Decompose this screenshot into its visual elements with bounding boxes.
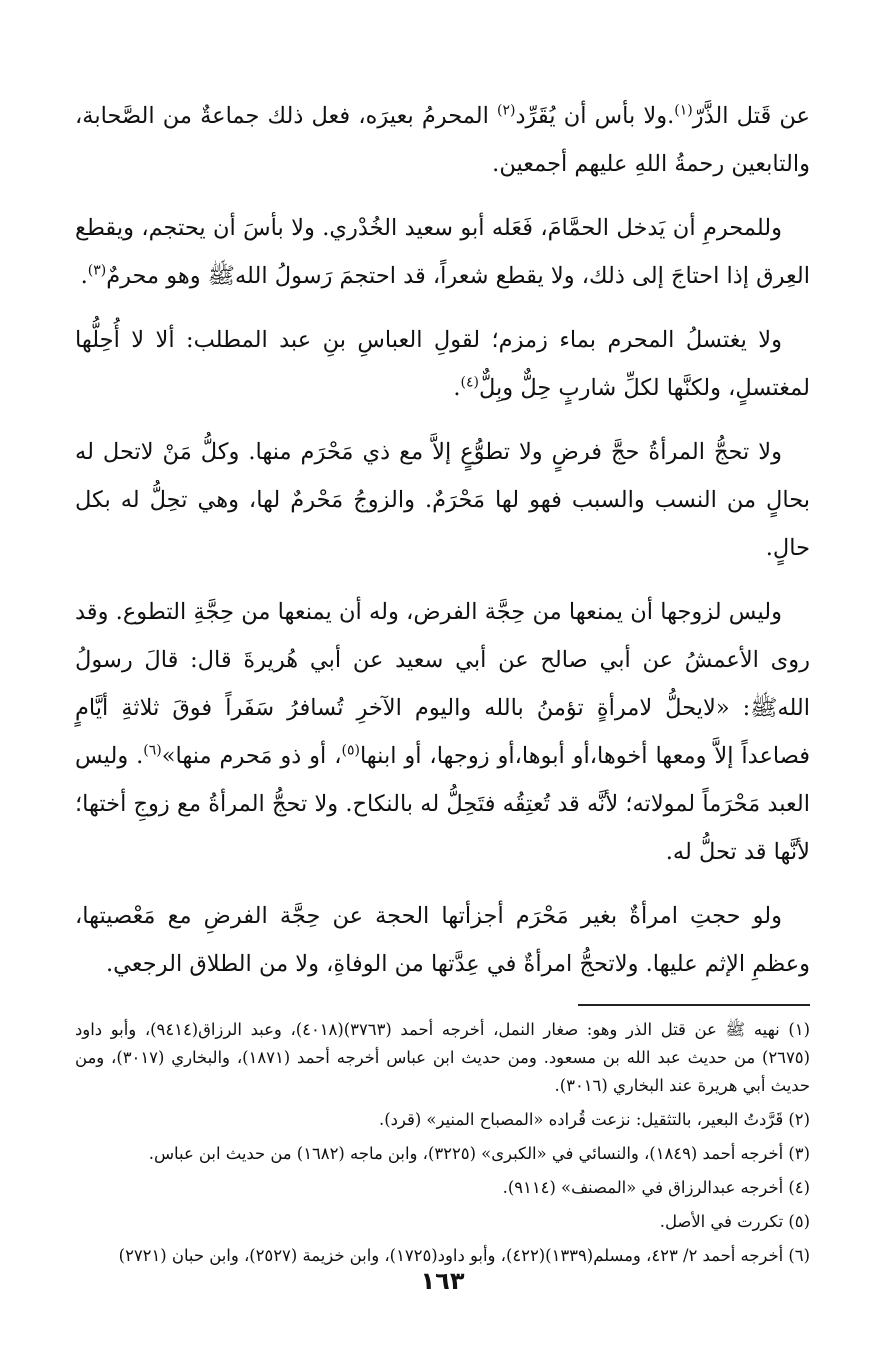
footnote-reference[interactable]: (٦) [143, 742, 162, 759]
paragraph [75, 92, 810, 188]
footnote-number: (٢) [788, 1110, 810, 1129]
text-run: المحرمُ بعيرَه، فعل ذلك جماعةٌ من الصَّحابة، والتابعين رحمةُ اللهِ عليهم أجمعين. [75, 103, 810, 177]
footnote [75, 1242, 810, 1270]
text-run: ولا تحجُّ المرأةُ حجَّ فرضٍ ولا تطوُّعٍ إلاَّ مع ذي مَحْرَم منها. وكلُّ مَنْ لاتحل له بحالٍ من النسب والسبب فهو لها مَحْرَمٌ. والزوجُ مَحْرمٌ لها، وهي تحِلُّ له بكل حالٍ. [75, 439, 810, 561]
footnote-number: (٥) [788, 1212, 810, 1231]
footnote-text: أخرجه عبدالرزاق في «المصنف» (٩١١٤). [502, 1178, 784, 1197]
paragraph [75, 316, 810, 412]
paragraph [75, 204, 810, 300]
footnote [75, 1174, 810, 1202]
footnote-reference[interactable]: (٣) [87, 262, 107, 279]
footnote [75, 1140, 810, 1168]
footnote-number: (٤) [788, 1178, 810, 1197]
paragraph [75, 428, 810, 572]
text-run: وليس لزوجها أن يمنعها من حِجَّة الفرض، وله أن يمنعها من حِجَّةِ التطوع. وقد روى الأعمشُ عن أبي صالح عن أبي سعيد عن أبي هُريرةَ قال: قالَ رسولُ اللهﷺ: «لايحلُّ لامرأةٍ تؤمنُ بالله واليوم الآخرِ تُسافرُ سَفَراً فوقَ ثلاثةِ أيَّامٍ فصاعداً إلاَّ ومعها أخوها،أو أبوها،أو زوجها، أو ابنها [75, 599, 810, 769]
footnote-text: قَرَّدتُ البعير، بالتثقيل: نزعت قُراده «المصباح المنير» (قرد). [379, 1110, 784, 1129]
footnote-text: نهيه ﷺ عن قتل الذر وهو: صغار النمل، أخرجه أحمد (٣٧٦٣)(٤٠١٨)، وعبد الرزاق(٩٤١٤)، وأبو داود (٢٦٧٥) من حديث عبد الله بن مسعود. ومن حديث ابن عباس أخرجه أحمد (١٨٧١)، والبخاري (٣٠١٧)، ومن حديث أبي هريرة عند البخاري (٣٠١٦). [75, 1020, 810, 1095]
main-text [75, 92, 810, 988]
footnote-number: (٣) [788, 1144, 810, 1163]
text-run: . [80, 263, 88, 289]
footnote-reference[interactable]: (٢) [497, 102, 516, 119]
text-run: ولو حجتِ امرأةٌ بغير مَحْرَم أجزأتها الحجة عن حِجَّة الفرضِ مع مَعْصيتها، وعظمِ الإثم عليها. ولاتحجُّ امرأةٌ في عِدَّتها من الوفاةِ، ولا من الطلاق الرجعي. [75, 903, 810, 977]
footnotes [75, 1016, 810, 1270]
text-run: . وليس العبد مَحْرَماً لمولاته؛ لأنَّه قد تُعتِقُه فتَحِلُّ له بالنكاح. ولا تحجُّ المرأةُ مع زوجِ أختها؛ لأنَّها قد تحلُّ له. [75, 743, 810, 865]
text-run: وللمحرمِ أن يَدخل الحمَّامَ، فَعَله أبو سعيد الخُدْري. ولا بأسَ أن يحتجم، ويقطع العِرق إذا احتاجَ إلى ذلك، ولا يقطع شعراً، قد احتجمَ رَسولُ اللهﷺ وهو محرمٌ [75, 215, 810, 289]
text-run: ، أو ذو مَحرم منها» [161, 743, 342, 769]
footnote-reference[interactable]: (١) [674, 102, 693, 119]
paragraph [75, 588, 810, 876]
footnote-divider [578, 1004, 810, 1006]
footnote-number: (٦) [788, 1246, 810, 1265]
footnote-text: تكررت في الأصل. [659, 1212, 784, 1231]
text-run: . [453, 375, 461, 401]
text-run: عن قَتل الذَّرّ [692, 103, 810, 129]
footnote-text: أخرجه أحمد ٢/ ٤٢٣، ومسلم(١٣٣٩)(٤٢٢)، وأبو داود(١٧٢٥)، وابن خزيمة (٢٥٢٧)، وابن حبان (٢٧٢١) [118, 1246, 784, 1265]
page-number: ١٦٣ [420, 1267, 465, 1295]
footnote [75, 1208, 810, 1236]
text-run: ولا يغتسلُ المحرم بماء زمزم؛ لقولِ العباسِ بنِ عبد المطلب: ألا لا أُحِلُّها لمغتسلٍ، ولكنَّها لكلِّ شاربٍ حِلٌّ وبِلٌّ [75, 327, 810, 401]
footnote-reference[interactable]: (٥) [341, 742, 360, 759]
footnote-reference[interactable]: (٤) [460, 374, 479, 391]
footnote [75, 1106, 810, 1134]
footnote-number: (١) [788, 1020, 810, 1039]
footnote [75, 1016, 810, 1100]
footnote-text: أخرجه أحمد (١٨٤٩)، والنسائي في «الكبرى» (٣٢٢٥)، وابن ماجه (١٦٨٢) من حديث ابن عباس. [148, 1144, 784, 1163]
text-run: .ولا بأس أن يُقَرِّد [515, 103, 675, 129]
paragraph [75, 892, 810, 988]
